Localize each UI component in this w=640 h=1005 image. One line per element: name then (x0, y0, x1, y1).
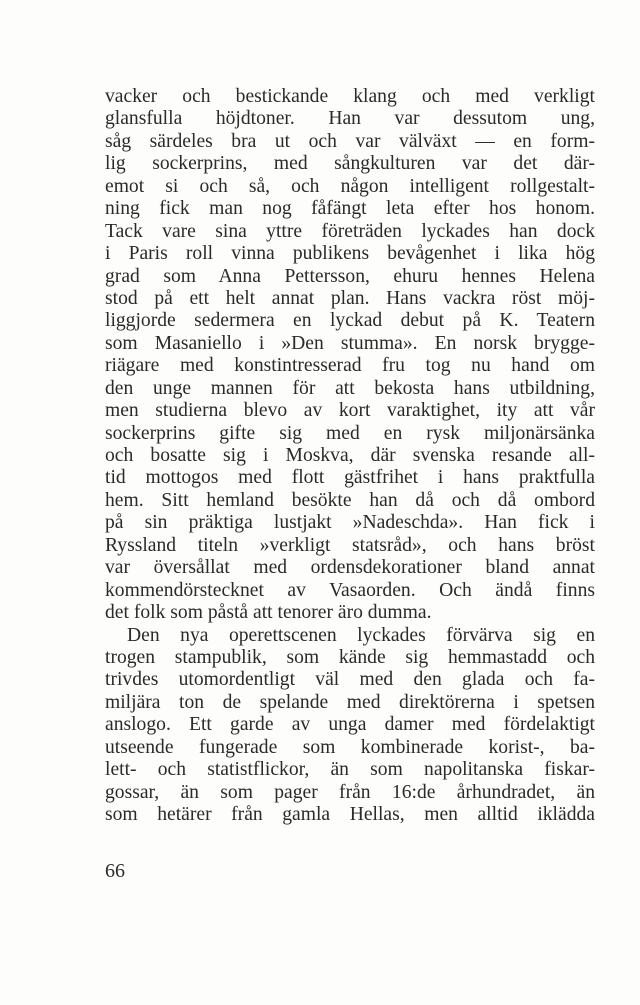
text-line: och bosatte sig i Moskva, där svenska resande all- (105, 445, 595, 466)
text-line: vacker och bestickande klang och med verkligt (105, 86, 595, 107)
text-line: gossar, än som pager från 16:de århundradet, än (105, 781, 595, 803)
text-line: lig sockerprins, med sångkulturen var det där- (105, 153, 595, 175)
text-line: Den nya operettscenen lyckades förvärva sig en (127, 624, 595, 646)
text-line: lett- och statistflickor, än som napolitanska fiskar- (105, 759, 595, 781)
text-line: riägare med konstintresserad fru tog nu hand om (105, 355, 595, 377)
page-number: 66 (105, 860, 125, 882)
text-line: såg särdeles bra ut och var välväxt — en form- (105, 130, 595, 152)
text-line: sockerprins gifte sig med en rysk miljonärsänka (105, 422, 595, 444)
text-line: anslogo. Ett garde av unga damer med fördelaktigt (105, 714, 595, 736)
paragraph-1 (105, 86, 595, 625)
text-line: i Paris roll vinna publikens bevågenhet i lika hög (105, 243, 595, 265)
text-line: liggjorde sedermera en lyckad debut på K. Teatern (105, 310, 595, 332)
text-line: var översållat med ordensdekorationer bland annat (105, 557, 595, 579)
text-line: hem. Sitt hemland besökte han då och då ombord (105, 489, 595, 511)
text-line: grad som Anna Pettersson, ehuru hennes Helena (105, 265, 595, 287)
text-line: den unge mannen för att bekosta hans utbildning, (105, 377, 595, 399)
text-line: glansfulla höjdtoner. Han var dessutom ung, (105, 108, 595, 130)
text-line: tid mottogos med flott gästfrihet i hans praktfulla (105, 467, 595, 489)
body-text (105, 86, 595, 826)
text-line: Ryssland titeln »verkligt statsråd», och hans bröst (105, 534, 595, 556)
text-line: det folk som påstå att tenorer äro dumma. (105, 602, 432, 624)
text-line: ning fick man nog fåfängt leta efter hos honom. (105, 198, 595, 220)
text-line: på sin präktiga lustjakt »Nadeschda». Han fick i (105, 512, 595, 534)
text-line: trivdes utomordentligt väl med den glada och fa- (105, 669, 595, 691)
text-line: emot si och så, och någon intelligent rollgestalt- (105, 175, 595, 197)
text-line: miljära ton de spelande med direktörerna i spetsen (105, 691, 595, 713)
text-line: trogen stampublik, som kände sig hemmastadd och (105, 646, 595, 668)
text-line: som hetärer från gamla Hellas, men alltid iklädda (105, 804, 595, 825)
text-line: Tack vare sina yttre företräden lyckades han dock (105, 220, 595, 242)
text-line: stod på ett helt annat plan. Hans vackra röst möj- (105, 287, 595, 309)
text-line: som Masaniello i »Den stumma». En norsk brygge- (105, 332, 595, 354)
text-line: utseende fungerade som kombinerade korist-, ba- (105, 736, 595, 758)
text-line: men studierna blevo av kort varaktighet, ity att vår (105, 400, 595, 422)
text-line: kommendörstecknet av Vasaorden. Och ändå finns (105, 579, 595, 601)
paragraph-2 (105, 625, 595, 827)
